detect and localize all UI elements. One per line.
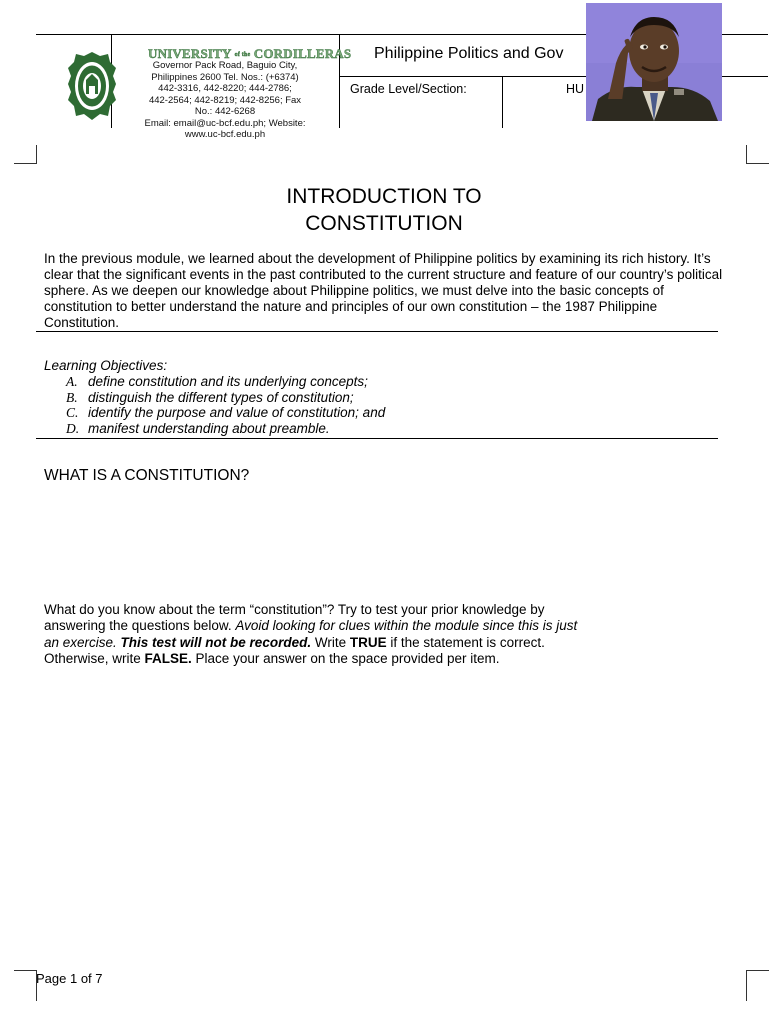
university-address (120, 60, 330, 140)
intro-paragraph: In the previous module, we learned about the development of Philippine politics by examining its rich history. It’s clear that the significant events in the past contributed to the current structure and feature of our country’s political sphere. As we deepen our knowledge about Philippine politics, we must delve into the basic concepts of constitution to better understand the nature and principles of our own constitution – the 1987 Philippine Constitution. (44, 251, 723, 330)
grade-level-value: HU (566, 82, 585, 96)
objective-item: D. manifest understanding about preamble. (66, 421, 330, 437)
address-line: Email: email@uc-bcf.edu.ph; Website: (144, 117, 306, 129)
page-title: INTRODUCTION TO CONSTITUTION (286, 185, 482, 235)
address-line: 442-2564; 442-8219; 442-8256; Fax (148, 94, 302, 106)
section-divider-2 (36, 438, 718, 439)
section-heading: WHAT IS A CONSTITUTION? (44, 467, 250, 484)
prior-knowledge-instructions: What do you know about the term “constitution”? Try to test your prior knowledge by answering the questions below. Avoid looking for clues within the module since this is just an exercise. This test will not be recorded. Write TRUE if the statement is correct. Otherwise, write FALSE. Place your answer on the space provided per item. (44, 602, 578, 666)
objective-item: B. distinguish the different types of constitution; (66, 389, 354, 405)
address-line: 442-3316, 442-8220; 444-2786; (158, 83, 292, 94)
crop-mark-bottom-right (746, 970, 769, 1001)
university-seal-icon (66, 50, 118, 122)
grade-level-label: Grade Level/Section: (350, 82, 467, 96)
objectives-list (66, 374, 385, 437)
university-name-logo: UNIVERSITY of the CORDILLERAS (148, 46, 352, 61)
address-line: Governor Pack Road, Baguio City, (152, 60, 298, 71)
crop-mark-top-right (746, 145, 769, 164)
section-divider-1 (36, 331, 718, 332)
page-number: Page 1 of 7 (36, 971, 103, 986)
course-title: Philippine Politics and Gov (374, 45, 564, 62)
address-line: No.: 442-6268 (194, 106, 256, 117)
header-divider-3 (502, 76, 503, 128)
objective-item: A. define constitution and its underlying concepts; (66, 374, 368, 389)
crop-mark-bottom-left (14, 970, 37, 1001)
objectives-heading: Learning Objectives: (44, 358, 168, 373)
address-line: Philippines 2600 Tel. Nos.: (+6374) (151, 71, 299, 83)
objective-item: C. identify the purpose and value of constitution; and (66, 405, 386, 421)
crop-mark-top-left (14, 145, 37, 164)
address-line: www.uc-bcf.edu.ph (184, 129, 266, 140)
thinking-man-photo (586, 3, 722, 121)
